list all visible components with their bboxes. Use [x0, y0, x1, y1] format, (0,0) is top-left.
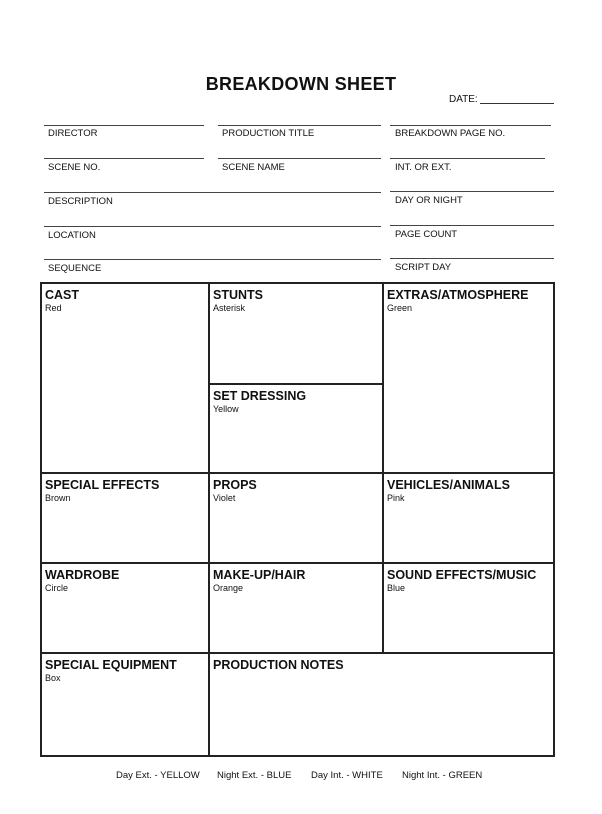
props-box[interactable]	[209, 473, 383, 563]
stunts-box[interactable]	[209, 283, 383, 384]
director-label: DIRECTOR	[48, 128, 98, 139]
special-effects-code: Brown	[45, 493, 71, 503]
production-notes-title: PRODUCTION NOTES	[213, 658, 344, 672]
page-count-field[interactable]	[390, 225, 554, 226]
location-field[interactable]	[44, 226, 381, 227]
set-dressing-title: SET DRESSING	[213, 389, 307, 403]
script-day-field[interactable]	[390, 258, 554, 259]
wardrobe-box[interactable]	[41, 563, 209, 653]
stunts-title: STUNTS	[213, 288, 263, 302]
extras-atmosphere-box[interactable]	[383, 283, 554, 473]
description-field[interactable]	[44, 192, 381, 193]
extras-atmosphere-title: EXTRAS/ATMOSPHERE	[387, 288, 529, 302]
wardrobe-title: WARDROBE	[45, 568, 120, 582]
wardrobe-code: Circle	[45, 583, 69, 593]
page-title: BREAKDOWN SHEET	[205, 74, 397, 94]
special-effects-title: SPECIAL EFFECTS	[45, 478, 160, 492]
production-title-label: PRODUCTION TITLE	[222, 128, 315, 139]
date-label: DATE:	[449, 94, 478, 105]
props-title: PROPS	[213, 478, 257, 492]
special-equipment-code: Box	[45, 673, 61, 683]
day-or-night-field[interactable]	[390, 191, 554, 192]
production-notes-box[interactable]	[209, 653, 554, 756]
set-dressing-code: Yellow	[213, 404, 239, 414]
scene-name-label: SCENE NAME	[222, 162, 285, 173]
sequence-field[interactable]	[44, 259, 381, 260]
makeup-hair-title: MAKE-UP/HAIR	[213, 568, 306, 582]
set-dressing-box[interactable]	[209, 384, 383, 473]
legend-night-ext: Night Ext. - BLUE	[217, 770, 292, 781]
special-effects-box[interactable]	[41, 473, 209, 563]
special-equipment-title: SPECIAL EQUIPMENT	[45, 658, 177, 672]
vehicles-animals-code: Pink	[387, 493, 405, 503]
int-or-ext-field[interactable]	[390, 158, 545, 159]
int-or-ext-label: INT. OR EXT.	[395, 162, 452, 173]
props-code: Violet	[213, 493, 236, 503]
breakdown-grid	[40, 282, 555, 757]
cast-box[interactable]	[41, 283, 209, 473]
sound-effects-music-code: Blue	[387, 583, 406, 593]
description-label: DESCRIPTION	[48, 196, 113, 207]
legend-day-ext: Day Ext. - YELLOW	[116, 770, 200, 781]
production-title-field[interactable]	[218, 125, 381, 126]
scene-no-label: SCENE NO.	[48, 162, 101, 173]
makeup-hair-box[interactable]	[209, 563, 383, 653]
legend-night-int: Night Int. - GREEN	[402, 770, 483, 781]
legend-day-int: Day Int. - WHITE	[311, 770, 383, 781]
sound-effects-music-title: SOUND EFFECTS/MUSIC	[387, 568, 537, 582]
special-equipment-box[interactable]	[41, 653, 209, 756]
script-day-label: SCRIPT DAY	[395, 262, 452, 273]
director-field[interactable]	[44, 125, 204, 126]
breakdown-page-no-label: BREAKDOWN PAGE NO.	[395, 128, 506, 139]
extras-atmosphere-code: Green	[387, 303, 413, 313]
sequence-label: SEQUENCE	[48, 263, 102, 274]
scene-no-field[interactable]	[44, 158, 204, 159]
vehicles-animals-title: VEHICLES/ANIMALS	[387, 478, 510, 492]
breakdown-page-no-field[interactable]	[390, 125, 551, 126]
vehicles-animals-box[interactable]	[383, 473, 554, 563]
sound-effects-music-box[interactable]	[383, 563, 554, 653]
day-or-night-label: DAY OR NIGHT	[395, 195, 463, 206]
page-count-label: PAGE COUNT	[395, 229, 458, 240]
makeup-hair-code: Orange	[213, 583, 244, 593]
cast-code: Red	[45, 303, 62, 313]
stunts-code: Asterisk	[213, 303, 246, 313]
location-label: LOCATION	[48, 230, 96, 241]
date-field[interactable]	[480, 103, 554, 104]
cast-title: CAST	[45, 288, 80, 302]
scene-name-field[interactable]	[218, 158, 381, 159]
